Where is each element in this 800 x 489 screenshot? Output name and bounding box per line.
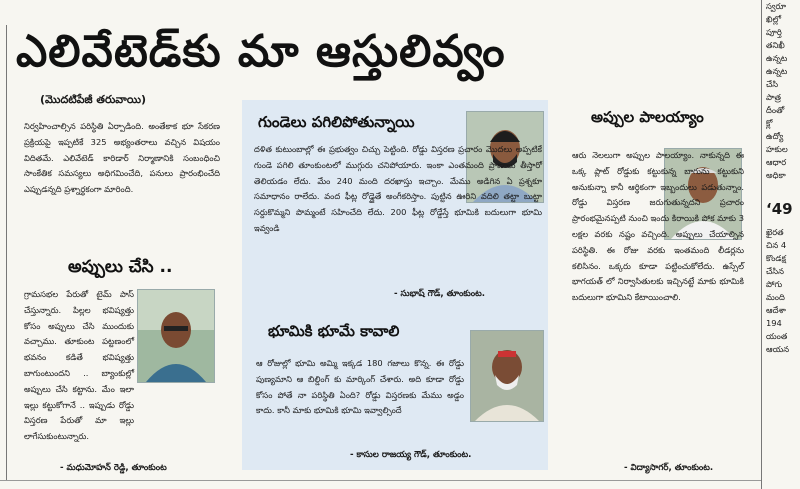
story-byline: - మధుమోహన్ రెడ్డి, తూంకుంట	[60, 463, 167, 473]
strip-line: స్వరూ	[766, 1, 786, 11]
strip-line: చేసిన	[766, 266, 784, 276]
person-photo-icon	[138, 290, 214, 382]
story-text	[572, 148, 744, 448]
strip-line: చేసి	[766, 79, 779, 89]
strip-line: కొండక్ష	[766, 253, 786, 263]
bottom-rule	[0, 480, 761, 481]
portrait-photo	[470, 330, 544, 422]
strip-line: తనిఖీ	[766, 40, 785, 50]
story-text-part2	[24, 384, 220, 448]
strip-line: ఆధార	[766, 157, 787, 167]
strip-line: ఖిల్లో	[766, 14, 782, 24]
story-byline: - సుభాష్ గౌడ్, తూంకుంట.	[394, 289, 486, 299]
person-photo-icon	[471, 331, 543, 421]
strip-line: హకుల	[766, 144, 788, 154]
strip-line: ఉన్నట	[766, 53, 788, 63]
intro-text: నిర్వహించాల్సిన పరిస్థితి ఏర్పాడింది. అంతేకాక భూ సేకరణ ప్రక్రియపై ఇప్పటికే 325 అభ్యంతరాలు వచ్చిన విషయం విదితమే. ఎలివేటెడ్ కారిడార్ నిర్మాణానికి సంబంధించి సాంకేతిక సమస్యలు అధిగమించేది, పనులు ప్రారంభించేది ఎప్పుడన్నది ప్రశ్నార్థకంగా మారింది.	[24, 121, 220, 195]
strip-title: ‘49	[766, 200, 793, 218]
story-text-part1: గ్రామసభల పేరుతో టైమ్ పాస్ చేస్తున్నారు. పిల్లల భవిష్యత్తు కోసం అప్పులు చేసి ముందుకు వచ్చాము. తూకుంట పట్టణంలో భవనం కడితే భవిష్యత్తు బాగుంటుందని .. బ్యాంకుల్లో అప్పులు చేసి కట్టాను. మేం ఇలా ఇల్లు కట్టుకోగానే .. ఇప్పుడు రోడ్డు విస్తరణ పేరుతో మా ఇల్లు లాగేసుకుంటున్నారు.	[24, 289, 134, 442]
story-text: దళిత కుటుంబాల్లో ఈ ప్రభుత్వం చిచ్చు పెట్టింది. రోడ్డు విస్తరణ ప్రచారం మొదలు అప్పటికే గుండె పగిలి తూంకుంటలో ముగ్గురు చనిపోయారు. ఇంకా ఎంతమంది ప్రాణాలు తీస్తారో తెలియడం లేదు. మేం 240 మంది దరఖాస్తు ఇచ్చాం. మేము అడిగిన ఏ ప్రశ్నకూ సమాధానం రాలేదు. వంద ఫీట్ల రోడ్డైతే అంగీకరిస్తాం. పుట్టిన ఊరిని వదిలి తట్టా బుట్టా సర్దుకొమ్మని పొమ్మంటే సహించేది లేదు. 200 ఫీట్ల రోడ్డేస్తే భూమికి బదులుగా భూమి ఇవ్వండి	[254, 144, 542, 233]
strip-line: చిన 4	[766, 240, 787, 250]
strip-line: 194	[766, 318, 782, 328]
story-text: ఆ రోజుల్లో భూమి అమ్మి ఇక్కడ 180 గజాలు కొన్న. ఈ రోడ్డు పుణ్యమాని ఆ బిల్డింగ్ కు మార్కింగ్ చేశారు. అది కూడా రోడ్డు కోసం పోతే నా పరిస్థితి ఏంది? రోడ్డు విస్తరణకు మేము అడ్డం కాదు. కానీ మాకు భూమికి భూమి ఇవ్వాల్సిందే	[256, 358, 464, 416]
story-title: అప్పులు చేసి ..	[68, 257, 173, 277]
headline: ఎలివేటెడ్‌కు మా ఆస్తులివ్వం	[16, 26, 506, 77]
story-body: ఆరు నెలలుగా అప్పుల పాలయ్యాం. నాకున్నది ఈ ఒక్క ప్లాట్ రోడ్డుకు కట్టుకున్న బాగును కట్టుకుని అనుకున్నా కానీ ఆర్థికంగా ఇబ్బందులు పడుతున్నాం. రోడ్డు విస్తరణ జరుగుతున్నదని ప్రచారం ప్రారంభమైనప్పటి నుంచి ఇందు కిరాయికి పోక మాకు 3 లక్షల వరకు నష్టం వచ్చింది. అప్పులు చేయాల్సిన పరిస్థితి. ఈ రోజు వరకు ఇంతమంది లీడర్లను కలిసినం. ఒక్కరు కూడా పట్టించుకోలేదు. ఉస్సేల్ భాగయత్ లో నిర్వాసితులకు ఇచ్చినట్టే మాకు భూమికి బదులుగా భూమిని కేటాయించాలి.	[572, 150, 744, 303]
column-divider	[761, 0, 762, 489]
strip-line: యంత	[766, 331, 788, 341]
strip-line: పోగు	[766, 279, 783, 289]
story-title: గుండెలు పగిలిపోతున్నాయి	[258, 113, 415, 131]
story-byline: - కాసుల రాజయ్య గౌడ్, తూంకుంట.	[350, 450, 472, 460]
strip-line: ఖైరత	[766, 227, 784, 237]
strip-line: అధికా	[766, 170, 786, 180]
column-divider	[6, 25, 7, 480]
strip-text	[766, 0, 800, 182]
strip-line: ఆయన	[766, 344, 790, 354]
adjacent-article-strip	[766, 0, 800, 489]
strip-line: మంది	[766, 292, 785, 302]
portrait-photo	[137, 289, 215, 383]
subheadline: (మొదటిపేజీ తరువాయి)	[40, 93, 147, 106]
story-title: భూమికి భూమే కావాలి	[268, 322, 400, 340]
strip-line: ఆదేశా	[766, 305, 786, 315]
strip-line: ఉద్యో	[766, 131, 784, 141]
strip-line: పూర్తి	[766, 27, 782, 37]
strip-line: క్లో	[766, 118, 773, 128]
story-title: అప్పుల పాలయ్యాం	[591, 108, 704, 126]
strip-line: ఉన్నట	[766, 66, 788, 76]
story-byline: - విద్యాసాగర్, తూంకుంట.	[624, 463, 714, 473]
strip-line: దీంతో	[766, 105, 785, 115]
strip-line: పాత్ర	[766, 92, 782, 102]
strip-text	[766, 226, 800, 356]
